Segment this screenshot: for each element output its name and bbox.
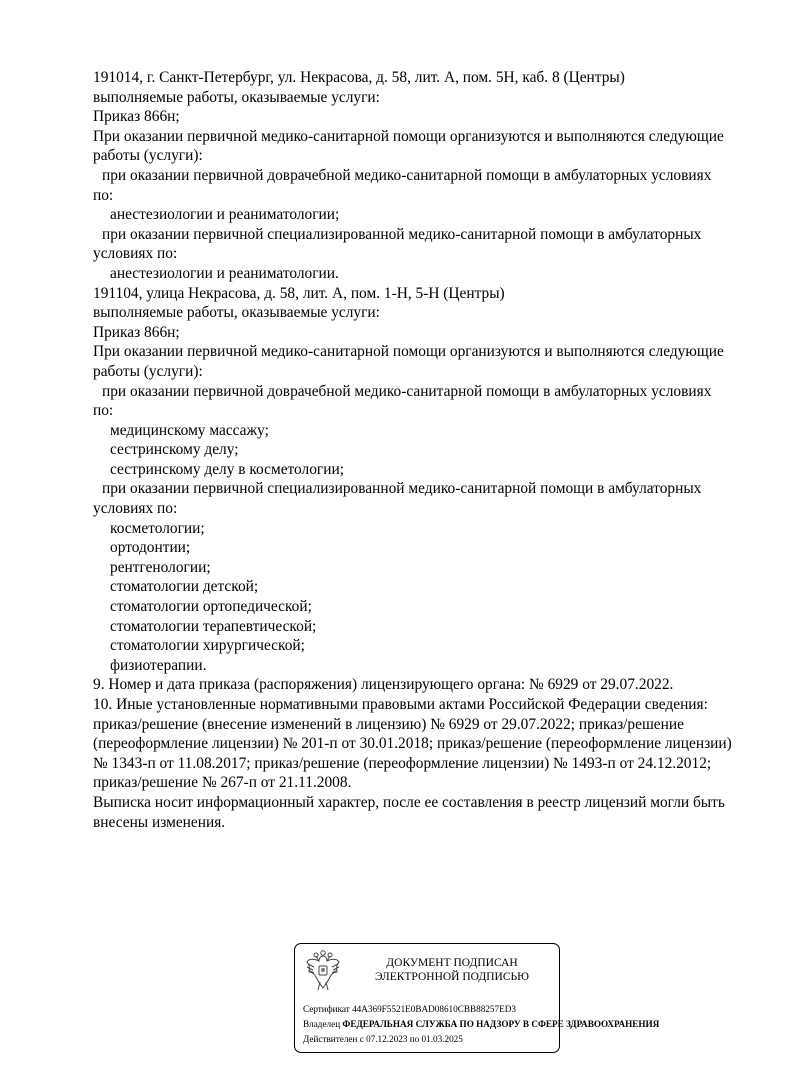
signature-details — [303, 1002, 660, 1047]
certificate-value: 44A369F5521E0BAD08610CBB88257ED3 — [352, 1004, 516, 1014]
block2-spec-item: ортодонтии; — [110, 539, 191, 557]
notice-line: внесены изменения. — [93, 813, 226, 831]
section-10-line: 10. Иные установленные нормативными правовыми актами Российской Федерации сведения: — [93, 696, 708, 713]
validity-period: Действителен с 07.12.2023 по 01.03.2025 — [303, 1034, 463, 1044]
block2-works-heading: выполняемые работы, оказываемые услуги: — [93, 304, 380, 322]
block1-pre-heading-line1: при оказании первичной доврачебной медико-санитарной помощи в амбулаторных условиях — [102, 166, 712, 184]
block1-address: 191014, г. Санкт-Петербург, ул. Некрасова, д. 58, лит. А, пом. 5Н, каб. 8 (Центры) — [93, 69, 625, 86]
block2-spec-item: стоматологии ортопедической; — [110, 598, 312, 616]
section-10-line: № 1343-п от 11.08.2017; приказ/решение (переоформление лицензии) № 1493-п от 24.12.2012; — [93, 754, 712, 772]
section-10-line: (переоформление лицензии) № 201-п от 30.01.2018; приказ/решение (переоформление лицензии) — [93, 735, 732, 753]
section-9: 9. Номер и дата приказа (распоряжения) лицензирующего органа: № 6929 от 29.07.2022. — [93, 676, 674, 694]
block2-spec-item: стоматологии терапевтической; — [110, 617, 317, 635]
block2-spec-item: рентгенологии; — [110, 558, 211, 576]
certificate-row — [303, 1002, 603, 1017]
block2-spec-item: косметологии; — [110, 519, 205, 537]
block2-address: 191104, улица Некрасова, д. 58, лит. А, пом. 1-Н, 5-Н (Центры) — [93, 284, 505, 302]
block1-pre-item: анестезиологии и реаниматологии; — [110, 206, 340, 224]
signature-title — [357, 956, 547, 984]
block2-spec-item: физиотерапии. — [110, 656, 207, 674]
block2-order: Приказ 866н; — [93, 323, 180, 341]
block2-intro-line1: При оказании первичной медико-санитарной помощи организуются и выполняются следующие — [93, 343, 724, 361]
signature-title-line1: ДОКУМЕНТ ПОДПИСАН — [386, 957, 518, 969]
block1-intro-line1: При оказании первичной медико-санитарной помощи организуются и выполняются следующие — [93, 127, 724, 145]
block1-works-heading: выполняемые работы, оказываемые услуги: — [93, 88, 380, 106]
coat-of-arms-icon — [303, 950, 343, 994]
document-body — [93, 68, 763, 832]
electronic-signature-stamp — [294, 943, 660, 1053]
block2-spec-item: стоматологии детской; — [110, 578, 259, 596]
block1-pre-heading-line2: по: — [93, 186, 114, 204]
signature-title-line2: ЭЛЕКТРОННОЙ ПОДПИСЬЮ — [375, 971, 529, 983]
certificate-label: Сертификат — [303, 1004, 350, 1014]
block2-spec-item: стоматологии хирургической; — [110, 637, 305, 655]
block1-spec-item: анестезиологии и реаниматологии. — [110, 264, 339, 282]
owner-row — [303, 1017, 660, 1032]
owner-label: Владелец — [303, 1019, 341, 1029]
block2-pre-heading-line2: по: — [93, 402, 114, 420]
section-10-line: приказ/решение № 267-п от 21.11.2008. — [93, 774, 352, 792]
block2-pre-item: сестринскому делу; — [110, 441, 239, 459]
owner-value: ФЕДЕРАЛЬНАЯ СЛУЖБА ПО НАДЗОРУ В СФЕРЕ ЗДРАВООХРАНЕНИЯ — [342, 1019, 660, 1029]
block2-pre-heading-line1: при оказании первичной доврачебной медико-санитарной помощи в амбулаторных условиях — [102, 382, 712, 400]
block2-pre-item: медицинскому массажу; — [110, 421, 269, 439]
block2-spec-heading-line2: условиях по: — [93, 500, 178, 518]
block2-intro-line2: работы (услуги): — [93, 362, 203, 380]
block1-order: Приказ 866н; — [93, 108, 180, 126]
block2-spec-heading-line1: при оказании первичной специализированной медико-санитарной помощи в амбулаторных — [102, 480, 702, 498]
section-10-line: приказ/решение (внесение изменений в лицензию) № 6929 от 29.07.2022; приказ/решение — [93, 715, 684, 733]
block2-pre-item: сестринскому делу в косметологии; — [110, 460, 344, 478]
block1-spec-heading-line1: при оказании первичной специализированной медико-санитарной помощи в амбулаторных — [102, 225, 702, 243]
block1-spec-heading-line2: условиях по: — [93, 245, 178, 263]
block1-intro-line2: работы (услуги): — [93, 147, 203, 165]
notice-line: Выписка носит информационный характер, после ее составления в реестр лицензий могли быть — [93, 793, 725, 811]
